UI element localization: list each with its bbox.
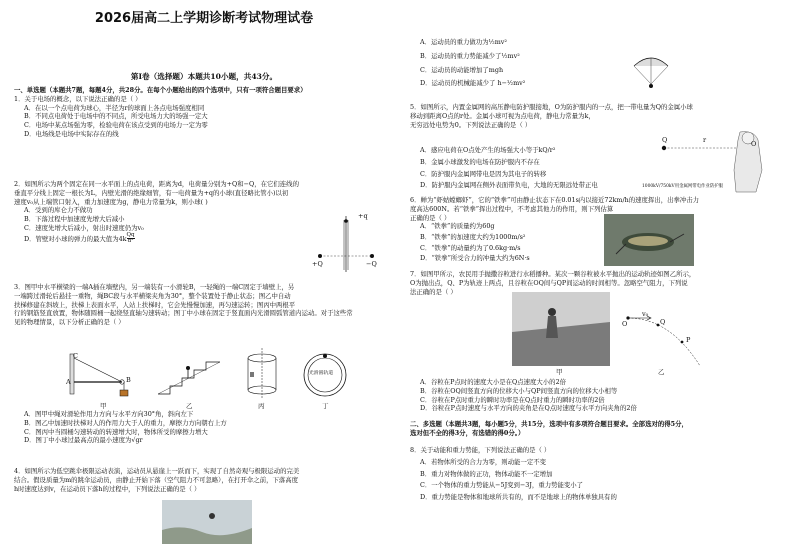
q5-option-a-text: A．感应电荷在O点处产生的场强大小等于k bbox=[420, 146, 543, 154]
q2-stem-1: 2．如图所示为两个固定在同一水平面上的点电荷，距离为d，电荷量分别为+Q和−Q，在它们连线的 bbox=[14, 180, 299, 188]
q7-farmer-photo bbox=[512, 292, 610, 366]
q7-stem-3: 法正确的是（ ） bbox=[410, 287, 457, 296]
q7-trajectory-figure bbox=[620, 310, 720, 370]
q5-stem-1: 5．如图所示，内置金属网的高压静电防护服接地，O为防护服内的一点，把一带电量为Q的金属小球 bbox=[410, 103, 693, 111]
q7-stem-2: O为抛出点，Q、P为轨迹上两点，且谷粒在OQ间与QP间运动的时间相等。忽略空气阻力，下列说 bbox=[410, 278, 688, 287]
q8-option-b: B．重力对物体做的正功，物体动能不一定增加 bbox=[420, 469, 553, 478]
q7-option-a: A．谷粒在P点时的速度大小是在Q点速度大小的2倍 bbox=[420, 378, 567, 386]
q7-option-d: D．谷粒在P点时速度与水平方向的夹角是在Q点时速度与水平方向夹角的2倍 bbox=[420, 404, 637, 413]
question-4-block bbox=[14, 467, 394, 493]
q3-caption-ding: 丁 bbox=[322, 402, 329, 410]
q2-label-plus-big-q: +Q bbox=[312, 260, 323, 268]
q1-option-b: B．不同点电荷处于电场中的不同点，所受电场力大的场强一定大 bbox=[24, 112, 208, 121]
q8-option-a: A．若物体所受的合力为零，则动能一定不变 bbox=[420, 457, 547, 466]
q4-option-b: B．运动员的重力势能减少了½mv² bbox=[420, 51, 520, 60]
q3-stem-2: 一端跨过滑轮后悬挂一重物，绳BC段与水平横梁夹角为30°，整个装置处于静止状态；图乙中自动 bbox=[14, 291, 291, 300]
q5-option-b: B．金属小球激发的电场在防护服内不存在 bbox=[420, 157, 540, 166]
q4-option-d: D．运动员的机械能减少了 h−½mv² bbox=[420, 79, 526, 88]
q4-stem-3: h时速度达到v，在运动员下落h的过程中，下列说法正确的是（ ） bbox=[14, 484, 201, 493]
q5-option-d: D．防护服内金属网在侧外表面带负电，大地的无限远处带正电 bbox=[420, 181, 598, 190]
q6-stem-2: 度高达600N。若“铁拳”挥出过程中，不考虑其他力的作用，则下列估算 bbox=[410, 204, 614, 213]
question-8-block bbox=[410, 446, 782, 502]
q6-mantis-shrimp-photo bbox=[604, 214, 694, 266]
q5-stem-3: 无穷远处电势为0。下列说法正确的是（ ） bbox=[410, 120, 532, 129]
q2-option-a: A．受到的库仑力不做功 bbox=[24, 206, 93, 215]
q4-option-c: C．运动员的动能增加了mgh bbox=[420, 65, 504, 74]
q2-label-plus-q: +q bbox=[358, 212, 368, 220]
q3-caption-jia: 甲 bbox=[100, 402, 107, 410]
question-3-options bbox=[14, 410, 394, 445]
q2-label-minus-big-q: −Q bbox=[366, 260, 377, 268]
q3-option-a: A．图甲中绳对滑轮作用力方向与水平方向30°角，斜向左下 bbox=[24, 410, 194, 418]
q7-caption-yi: 乙 bbox=[658, 368, 665, 376]
q5-fig-r-label: r bbox=[703, 136, 707, 144]
part-heading: 第Ⅰ卷（选择题）本题共10小题，共43分。 bbox=[130, 72, 278, 81]
q5-fig-note: 1000kV/750kV用金属网带电作业防护服 bbox=[642, 184, 723, 189]
q3-stem-1: 3．图甲中水平横梁的一端A插在墙壁内，另一端装有一小滑轮B，一轻绳的一端C固定于墙壁上，另 bbox=[14, 283, 295, 291]
q6-option-b: B．“铁拳”的加速度大约为1000m/s² bbox=[420, 232, 526, 241]
question-4-options bbox=[410, 38, 630, 88]
q3-caption-bing: 丙 bbox=[258, 402, 265, 410]
q4-stem-1: 4．如图所示为低空跳伞极限运动表演，运动员从悬崖上一跃而下，实现了自然奇观与极限运动的完美 bbox=[14, 467, 300, 475]
q6-option-c: C．“铁拳”的动量约为了0.6kg·m/s bbox=[420, 243, 521, 252]
question-5-options bbox=[410, 146, 650, 190]
q5-option-a bbox=[410, 146, 650, 155]
q5-fig-q-label: Q bbox=[662, 136, 668, 144]
q3-figure-bing bbox=[242, 348, 282, 400]
q7-fig-p-label: P bbox=[686, 336, 691, 344]
q8-option-c: C．一个物体的重力势能从−5J变到−3J，重力势能变小了 bbox=[420, 481, 584, 490]
q6-stem-3: 正确的是（ ） bbox=[410, 213, 451, 222]
q1-stem: 1．关于电场的概念，以下说法正确的是（ ） bbox=[14, 94, 142, 103]
exam-title: 2026届高二上学期诊断考试物理试卷 bbox=[94, 11, 314, 26]
q8-option-d: D．重力势能是物体和地球所共有的，而不是地球上的物体单独具有的 bbox=[420, 493, 617, 502]
q4-stem-2: 结合。假设质量为m的跳伞运动员，由静止开始下落（空气阻力不可忽略），在打开伞之前，下落高度 bbox=[14, 475, 299, 484]
q3-fig-ding-label: 光滑圆轨道 bbox=[309, 371, 333, 376]
section-1-heading: 一、单选题（本题共7题，每题4分，共28分。在每个小题给出的四个选项中，只有一项符合题目要求） bbox=[14, 86, 307, 94]
section-2-heading-2: 选对但不全的得3分，有选错的得0分。） bbox=[410, 428, 525, 437]
section-2-block bbox=[410, 420, 782, 438]
q4-parachute-photo bbox=[162, 500, 252, 544]
q7-fig-q-label: Q bbox=[660, 318, 666, 326]
q3-stem-4: 行的钢筋竖直放置，物体随圆桶一起绕竖直轴匀速转动；图丁中小球在固定于竖直面内光滑圆弧管道内运动。对于这些常 bbox=[14, 309, 353, 318]
q7-option-b: B．谷粒在OQ间竖直方向的位移大小与QP间竖直方向的位移大小相等 bbox=[420, 386, 618, 395]
q3-option-d: D．图丁中小球过最高点的最小速度为√gr bbox=[24, 436, 143, 445]
q1-option-c: C．电场中某点场强为零，检验电荷在该点受到的电场力一定为零 bbox=[24, 121, 208, 130]
q2-option-c: C．速度先增大后减小，射出时速度仍为v₀ bbox=[24, 224, 144, 233]
section-2-heading-1: 二、多选题（本题共3题，每小题5分，共15分，选项中有多项符合题目要求。全部选对的得5分， bbox=[410, 420, 688, 428]
q6-option-a: A．“铁拳”的质量约为60g bbox=[420, 222, 495, 230]
q2-option-d-fraction: $\frac{Qq}{\text{d²}}$ bbox=[126, 231, 135, 245]
q5-fig-o-label: O bbox=[751, 140, 757, 148]
q3-fig-jia-b-label: B bbox=[126, 376, 131, 384]
q2-stem-2: 垂直平分线上固定一根长为L，内壁光滑的绝缘细管，有一电荷量为+q的小球(直径略比管小)以初 bbox=[14, 188, 289, 197]
q2-option-b: B．下落过程中加速度先增大后减小 bbox=[24, 215, 125, 224]
question-6-block bbox=[410, 196, 782, 222]
q7-stem-1: 7．如图甲所示，农民用手抛撒谷粒进行水稻播种。某次一颗谷粒被水平抛出的运动轨迹如图乙所示， bbox=[410, 270, 696, 278]
q5-stem-2: 移动到距离O点的r处。金属小球可视为点电荷，静电力常量为k， bbox=[410, 111, 595, 120]
q3-stem-5: 见的物理情景，以下分析正确的是（ ） bbox=[14, 318, 125, 327]
q3-stem-3: 扶梯修建在斜坡上，扶梯上表面水平，人站上扶梯时，它会先慢慢加速，再匀速运转；图丙中两根平 bbox=[14, 300, 296, 309]
q5-option-c: C．防护服内金属网带电是因为其电子的转移 bbox=[420, 169, 547, 178]
q3-figure-yi bbox=[154, 354, 226, 398]
q1-option-a: A．在以一个点电荷为球心，半径为r的球面上各点电场强度相同 bbox=[24, 103, 205, 112]
question-6-options bbox=[410, 222, 590, 263]
q7-fig-o-label: O bbox=[622, 320, 628, 328]
q7-option-c: C．谷粒在P点时重力的瞬时功率是在Q点时重力的瞬时功率的2倍 bbox=[420, 395, 605, 404]
q4-figure bbox=[628, 50, 674, 94]
q4-option-a: A．运动员的重力做功为½mv² bbox=[420, 38, 507, 46]
q5-option-a-fraction: Q/r² bbox=[542, 146, 556, 154]
q6-stem-1: 6．蝉为“虾蛄螳螂虾”，它的“铁拳”可由静止状态下在0.01s内以接近72km/h的速度挥出，出拳冲击力 bbox=[410, 196, 700, 204]
q6-option-d: D．“铁拳”所受合力的冲量大约为6N·s bbox=[420, 254, 530, 263]
q3-fig-jia-c-label: C bbox=[73, 352, 78, 360]
q3-option-b: B．图乙中加速时扶梯对人的作用力大于人的重力，摩擦力方向朝右上方 bbox=[24, 418, 227, 427]
q2-figure bbox=[306, 212, 386, 282]
q2-option-d-text: D．管壁对小球的弹力的最大值为4k bbox=[24, 234, 127, 243]
q1-option-d: D．电场线是电场中实际存在的线 bbox=[24, 130, 119, 139]
question-3-block bbox=[14, 283, 394, 327]
q3-caption-yi: 乙 bbox=[186, 402, 193, 410]
q7-caption-jia: 甲 bbox=[556, 368, 563, 376]
q7-fig-v0-label: v₀ bbox=[642, 310, 649, 318]
question-5-block bbox=[410, 103, 782, 129]
q2-stem-3: 速度v₀从上端管口射入，重力加速度为g，静电力常量为k，则小球( ) bbox=[14, 197, 208, 206]
q3-option-c: C．图丙中当圆桶匀速转动的转速增大时，物体所受的摩擦力增大 bbox=[24, 427, 208, 436]
q8-stem: 8．关于动能和重力势能，下列说法正确的是（ ） bbox=[410, 446, 551, 454]
question-7-options bbox=[410, 378, 782, 413]
q3-fig-jia-a-label: A bbox=[66, 378, 71, 386]
question-1-block bbox=[14, 86, 394, 139]
